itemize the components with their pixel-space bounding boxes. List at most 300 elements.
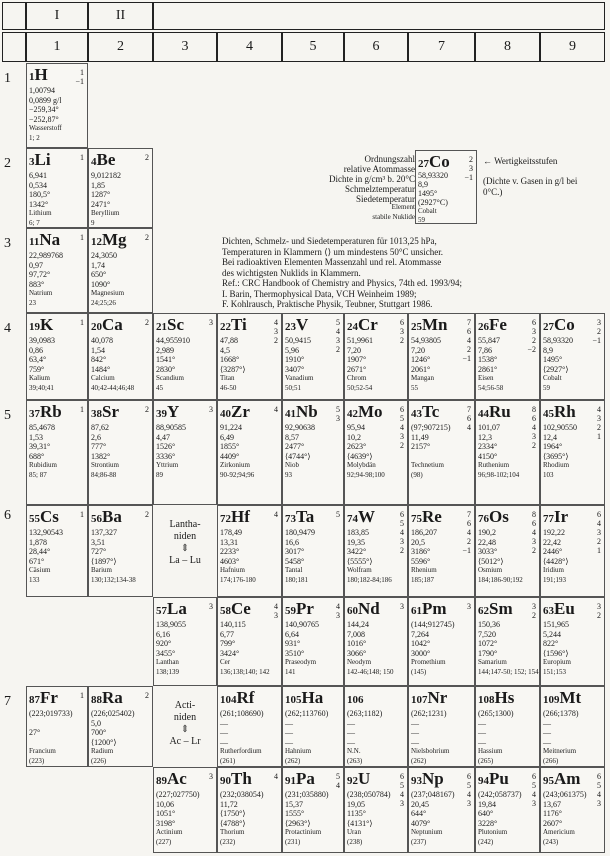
element-symbol-text: Ru (489, 402, 511, 421)
atomic-number: 77 (543, 513, 554, 525)
atomic-number: 27 (543, 321, 554, 333)
valence-value: 6 (400, 318, 404, 327)
element-data-line: 7,008 (347, 629, 365, 639)
element-symbol (285, 600, 314, 620)
element-data-line: 4409° (220, 451, 240, 461)
element-data-line: 1; 2 (29, 133, 40, 142)
element-symbol-text: Ac (167, 769, 187, 788)
element-symbol-text: Mg (102, 230, 127, 249)
element-data-line: 22,42 (543, 537, 561, 547)
element-data-line: 102,90550 (543, 423, 577, 432)
element-data-line: 759° (29, 364, 45, 374)
valence-value: 3 (274, 611, 278, 620)
element-data-line: 130;132;134-38 (91, 575, 136, 584)
atomic-number: 57 (156, 605, 167, 617)
valence-value: 3 (336, 611, 340, 620)
element-data-line: Calcium (91, 374, 115, 382)
element-data-line: 4,5 (220, 345, 230, 355)
element-data-line: 1090° (91, 279, 111, 289)
element-data-line: 2157° (411, 442, 431, 451)
element-data-line: 1135° (347, 809, 366, 818)
element-data-line: (227) (156, 837, 172, 846)
element-data-line: — (543, 737, 551, 747)
element-data-line: 1964° (543, 442, 563, 451)
element-data-line: 1855° (220, 442, 240, 451)
element-cell (26, 686, 88, 767)
element-cell (475, 597, 540, 686)
element-symbol (411, 770, 444, 790)
element-data-line: (265;1300) (478, 709, 514, 718)
valence-value: 3 (467, 602, 471, 611)
element-data-line: 1287° (91, 190, 111, 199)
element-symbol-text: La (167, 599, 187, 618)
element-data-line: 4603° (220, 556, 240, 566)
valence-value: 3 (400, 537, 404, 546)
element-data-line: 151;153 (543, 667, 566, 676)
valence-value: 3 (597, 602, 601, 611)
element-symbol (411, 600, 447, 620)
element-data-line: Thorium (220, 828, 245, 836)
group-header: 7 (408, 32, 475, 62)
period-label: 7 (4, 694, 11, 709)
element-cell (282, 597, 344, 686)
element-data-line: 2233° (220, 547, 240, 556)
element-symbol (478, 403, 511, 423)
element-data-line: — (478, 737, 486, 747)
valence-value: 1 (80, 233, 84, 242)
valence-value: 2 (532, 336, 536, 345)
element-symbol (91, 316, 123, 336)
element-data-line: (242;058737) (478, 790, 522, 799)
valence-value: 6 (467, 772, 471, 781)
element-data-line: 50;51 (285, 383, 301, 392)
valence-value: −1 (464, 173, 473, 182)
element-data-line: 50,9415 (285, 336, 311, 345)
element-cell (408, 686, 475, 767)
atomic-number: 43 (411, 408, 422, 420)
element-data-line: 89 (156, 470, 163, 479)
atomic-number: 73 (285, 513, 296, 525)
element-data-line: 1051° (156, 809, 176, 818)
element-data-line: 22,48 (478, 537, 496, 547)
element-data-line: 1016° (347, 639, 367, 648)
element-data-line: Hassium (478, 747, 503, 755)
element-data-line: 24,3050 (91, 251, 117, 260)
valence-value: 2 (597, 423, 601, 432)
element-data-line: 137,327 (91, 528, 117, 537)
element-data-line: — (220, 718, 228, 728)
element-data-line: — (411, 718, 419, 728)
valence-note: ← Wertigkeitsstufen (483, 156, 558, 166)
element-data-line: 2334° (478, 442, 498, 451)
element-cell (408, 767, 475, 853)
element-symbol-text: Sr (102, 402, 119, 421)
element-data-line: 1072° (478, 639, 498, 648)
element-data-line: Neptunium (411, 828, 443, 836)
element-symbol-text: Rf (236, 688, 255, 707)
valence-value: 3 (467, 799, 471, 808)
element-symbol (91, 689, 123, 709)
element-symbol (220, 508, 250, 528)
element-data-line: 96;98-102;104 (478, 470, 520, 479)
atomic-number: 11 (29, 236, 40, 248)
info-line: I. Barin, Thermophysical Data, VCH Weinheim 1989; (222, 288, 417, 299)
element-data-line: 184;186-90;192 (478, 575, 523, 584)
legend-label: Ordnungszahl (364, 154, 415, 164)
element-data-line: 1246° (411, 355, 431, 364)
element-data-line: Eisen (478, 374, 494, 382)
element-data-line: 671° (29, 556, 45, 566)
atomic-number: 91 (285, 775, 296, 787)
atomic-number: 22 (220, 321, 231, 333)
element-data-line: 3000° (411, 648, 431, 658)
header-spacer (153, 2, 605, 30)
element-cell (26, 313, 88, 400)
element-data-line: 132,90543 (29, 528, 63, 537)
group-header: 2 (88, 32, 153, 62)
element-symbol (156, 600, 187, 620)
element-cell (88, 228, 153, 313)
valence-value: 1 (80, 153, 84, 162)
atomic-number: 105 (285, 694, 302, 706)
legend-label: Element (391, 203, 415, 211)
element-data-line: (262) (285, 756, 301, 765)
element-data-line: Wolfram (347, 566, 372, 574)
element-symbol-text: Li (34, 150, 51, 169)
valence-value: 4 (274, 510, 278, 519)
valence-value: 4 (400, 528, 404, 537)
element-symbol-text: Sc (167, 315, 184, 334)
atomic-number: 25 (411, 321, 422, 333)
valence-value: 4 (467, 790, 471, 799)
legend-label: relative Atommasse (343, 164, 415, 174)
element-data-line: 3336° (156, 451, 176, 461)
element-data-line: (226;025402) (91, 709, 135, 718)
element-symbol (478, 600, 513, 620)
valence-value: 4 (532, 423, 536, 432)
element-data-line: 1555° (285, 809, 305, 818)
element-symbol-text: Re (422, 507, 442, 526)
element-data-line: 191;193 (543, 575, 566, 584)
element-data-line: 3510° (285, 648, 305, 658)
element-symbol (411, 689, 447, 709)
element-data-line: 40,078 (91, 336, 113, 345)
element-data-line: 7,20 (347, 345, 361, 355)
atomic-number: 76 (478, 513, 489, 525)
element-data-line: 3017° (285, 547, 305, 556)
element-data-line: 1484° (91, 364, 111, 374)
element-symbol-text: Zr (231, 402, 250, 421)
valence-value: 4 (597, 405, 601, 414)
element-symbol-text: Nb (296, 402, 318, 421)
element-symbol-text: Pm (422, 599, 447, 618)
element-data-line: 799° (220, 639, 236, 648)
element-data-line: 2477° (285, 442, 305, 451)
element-data-line: Chrom (347, 374, 367, 382)
atomic-number: 41 (285, 408, 296, 420)
valence-value: 4 (597, 790, 601, 799)
element-data-line: 4079° (411, 818, 431, 828)
element-cell (217, 686, 282, 767)
element-symbol-text: Ra (102, 688, 123, 707)
legend-example-line: 1495° (418, 189, 438, 198)
valence-value: 1 (80, 405, 84, 414)
legend-label: stabile Nuklide (372, 213, 415, 221)
element-data-line: Wasserstoff (29, 124, 62, 132)
info-line: des wichtigsten Nuklids in Klammern. (222, 267, 361, 278)
element-symbol (543, 316, 575, 336)
series-text: niden (173, 531, 197, 542)
element-data-line: 85,4678 (29, 423, 55, 432)
element-data-line: 1,878 (29, 537, 47, 547)
element-data-line: 1495° (543, 355, 563, 364)
element-data-line: Cer (220, 658, 231, 666)
element-cell (217, 400, 282, 505)
element-data-line: 180,9479 (285, 528, 315, 537)
valence-value: 2 (467, 537, 471, 546)
element-data-line: 9,012182 (91, 171, 121, 180)
element-data-line: Cäsium (29, 566, 51, 574)
series-text: niden (173, 712, 197, 723)
element-data-line: 13,31 (220, 537, 238, 547)
valence-value: 3 (209, 318, 213, 327)
element-symbol-text: Mo (358, 402, 383, 421)
element-data-line: 2,6 (91, 432, 101, 442)
valence-value: 3 (597, 799, 601, 808)
atomic-number: 37 (29, 408, 40, 420)
atomic-number: 60 (347, 605, 358, 617)
element-data-line: (265) (478, 756, 494, 765)
element-cell (540, 597, 605, 686)
element-data-line: 2061° (411, 364, 431, 374)
element-data-line: 10,2 (347, 432, 361, 442)
element-data-line: (238) (347, 837, 363, 846)
atomic-number: 3 (29, 156, 35, 168)
element-symbol (220, 403, 250, 423)
element-data-line: — (347, 737, 355, 747)
element-data-line: 3198° (156, 818, 176, 828)
element-symbol-text: Os (489, 507, 509, 526)
element-symbol-text: Np (422, 769, 444, 788)
element-data-line: (262;1231) (411, 709, 447, 718)
element-data-line: Rutherfordium (220, 747, 262, 755)
group-header: 9 (540, 32, 605, 62)
element-data-line: 2830° (156, 364, 176, 374)
valence-value: 4 (336, 781, 340, 790)
atomic-number: 23 (285, 321, 296, 333)
valence-value: 2 (467, 345, 471, 354)
element-data-line: 920° (156, 639, 172, 648)
legend-example-line: (2927°C) (418, 198, 448, 207)
element-data-line: — (347, 728, 355, 737)
element-data-line: 11,72 (220, 799, 238, 809)
element-data-line: 84;86-88 (91, 470, 117, 479)
series-text: ⇕ (180, 724, 190, 735)
atomic-number: 94 (478, 775, 489, 787)
legend-example-line: 58,93320 (418, 171, 448, 180)
element-data-line: ⟨1200°⟩ (91, 737, 117, 747)
valence-value: 3 (597, 528, 601, 537)
valence-value: 4 (336, 602, 340, 611)
element-data-line: 7,264 (411, 629, 429, 639)
element-symbol (29, 689, 58, 709)
valence-value: 6 (597, 772, 601, 781)
element-cell (153, 400, 217, 505)
element-data-line: Mangan (411, 374, 434, 382)
valence-value: 4 (336, 327, 340, 336)
element-data-line: 151,965 (543, 620, 569, 629)
element-data-line: (266;1378) (543, 709, 579, 718)
valence-value: 6 (532, 519, 536, 528)
valence-value: 4 (597, 519, 601, 528)
element-symbol (220, 600, 251, 620)
element-cell (282, 313, 344, 400)
atomic-number: 38 (91, 408, 102, 420)
element-cell (26, 63, 88, 148)
element-cell (408, 313, 475, 400)
element-symbol-text: U (358, 769, 371, 788)
element-data-line: 700° (91, 728, 107, 737)
element-data-line: Europium (543, 658, 571, 666)
valence-value: 4 (467, 336, 471, 345)
element-data-line: 13,67 (543, 799, 561, 809)
element-data-line: (237;048167) (411, 790, 455, 799)
element-symbol-text: Ba (102, 507, 122, 526)
element-data-line: 91,224 (220, 423, 242, 432)
element-data-line: Lanthan (156, 658, 179, 666)
element-data-line: — (478, 718, 486, 728)
element-data-line: 12,4 (543, 432, 557, 442)
valence-value: 3 (274, 327, 278, 336)
element-symbol (285, 403, 318, 423)
element-data-line: 63,4° (29, 355, 47, 364)
atomic-number: 4 (91, 156, 97, 168)
element-symbol-text: H (34, 65, 48, 84)
element-data-line: 0,97 (29, 260, 43, 270)
element-cell (282, 767, 344, 853)
series-text: ⇕ (180, 543, 190, 554)
element-symbol (29, 231, 60, 251)
element-data-line: Plutonium (478, 828, 508, 836)
element-data-line: Americium (543, 828, 575, 836)
atomic-number: 19 (29, 321, 40, 333)
element-data-line: 45 (156, 383, 163, 392)
element-data-line: 7,86 (478, 345, 492, 355)
element-symbol (91, 231, 127, 251)
legend-example-line: Cobalt (418, 207, 437, 215)
element-data-line: 1176° (543, 809, 562, 818)
element-cell (344, 313, 408, 400)
element-symbol-text: Ha (301, 688, 324, 707)
atomic-number: 56 (91, 513, 102, 525)
element-cell (217, 597, 282, 686)
valence-value: 4 (274, 772, 278, 781)
valence-value: 5 (336, 318, 340, 327)
element-symbol-text: Na (39, 230, 61, 249)
element-data-line: Barium (91, 566, 112, 574)
valence-value: 2 (145, 153, 149, 162)
valence-value: 2 (532, 611, 536, 620)
element-cell (282, 505, 344, 597)
series-text: La – Lu (169, 555, 201, 566)
element-cell (88, 148, 153, 228)
valence-value: 5 (336, 405, 340, 414)
valence-value: 2 (597, 537, 601, 546)
element-data-line: — (347, 718, 355, 728)
element-symbol-text: Am (554, 769, 581, 788)
element-data-line: 16,6 (285, 537, 299, 547)
element-symbol-text: Pa (296, 769, 315, 788)
element-data-line: (226) (91, 756, 107, 765)
element-data-line: — (543, 728, 551, 737)
element-symbol (411, 403, 439, 423)
atomic-number: 40 (220, 408, 231, 420)
element-symbol-text: Fe (489, 315, 507, 334)
element-data-line: 11,49 (411, 432, 429, 442)
element-data-line: 3066° (347, 648, 367, 658)
element-data-line: 185;187 (411, 575, 434, 584)
element-data-line: 95,94 (347, 423, 365, 432)
valence-value: 4 (467, 528, 471, 537)
element-symbol-text: Ce (231, 599, 251, 618)
element-cell (282, 400, 344, 505)
element-data-line: (237) (411, 837, 427, 846)
valence-value: 3 (400, 432, 404, 441)
element-data-line: 20,5 (411, 537, 425, 547)
element-cell (153, 597, 217, 686)
element-data-line: (223) (29, 756, 45, 765)
atomic-number: 62 (478, 605, 489, 617)
valence-value: 2 (274, 336, 278, 345)
element-cell (153, 767, 217, 853)
element-symbol-text: Nr (427, 688, 448, 707)
element-data-line: 1538° (478, 355, 498, 364)
element-cell (540, 313, 605, 400)
element-data-line: 3422° (347, 547, 367, 556)
element-data-line: −259,34° (29, 105, 59, 114)
element-symbol (220, 316, 247, 336)
element-data-line: 727° (91, 547, 107, 556)
element-data-line: 6,64 (285, 629, 299, 639)
element-data-line: 0,86 (29, 345, 43, 355)
element-data-line: 1042° (411, 639, 431, 648)
info-line: Bei radioaktiven Elementen Massenzahl und rel. Atommasse (222, 257, 442, 267)
element-symbol-text: Mn (422, 315, 448, 334)
element-data-line: Ruthenium (478, 461, 510, 469)
element-data-line: Kalium (29, 374, 50, 382)
element-symbol-text: Y (167, 402, 180, 421)
valence-value: 4 (532, 790, 536, 799)
element-data-line: 180;182-84;186 (347, 575, 392, 584)
element-data-line: 54,93805 (411, 336, 441, 345)
valence-value: −1 (75, 77, 84, 86)
element-data-line: — (285, 728, 293, 737)
element-data-line: 2671° (347, 364, 367, 374)
element-data-line: 133 (29, 575, 40, 584)
element-data-line: 1907° (347, 355, 367, 364)
element-data-line: 54;56-58 (478, 383, 504, 392)
element-data-line: — (220, 728, 228, 737)
valence-value: 2 (400, 336, 404, 345)
element-data-line: (231;035880) (285, 790, 329, 799)
element-data-line: Vanadium (285, 374, 314, 382)
element-symbol (29, 316, 53, 336)
element-data-line: (263;1182) (347, 709, 383, 718)
element-data-line: Hahnium (285, 747, 312, 755)
element-data-line: (262) (411, 756, 427, 765)
element-data-line: ⟨4639°⟩ (347, 451, 373, 461)
atomic-number: 44 (478, 408, 489, 420)
